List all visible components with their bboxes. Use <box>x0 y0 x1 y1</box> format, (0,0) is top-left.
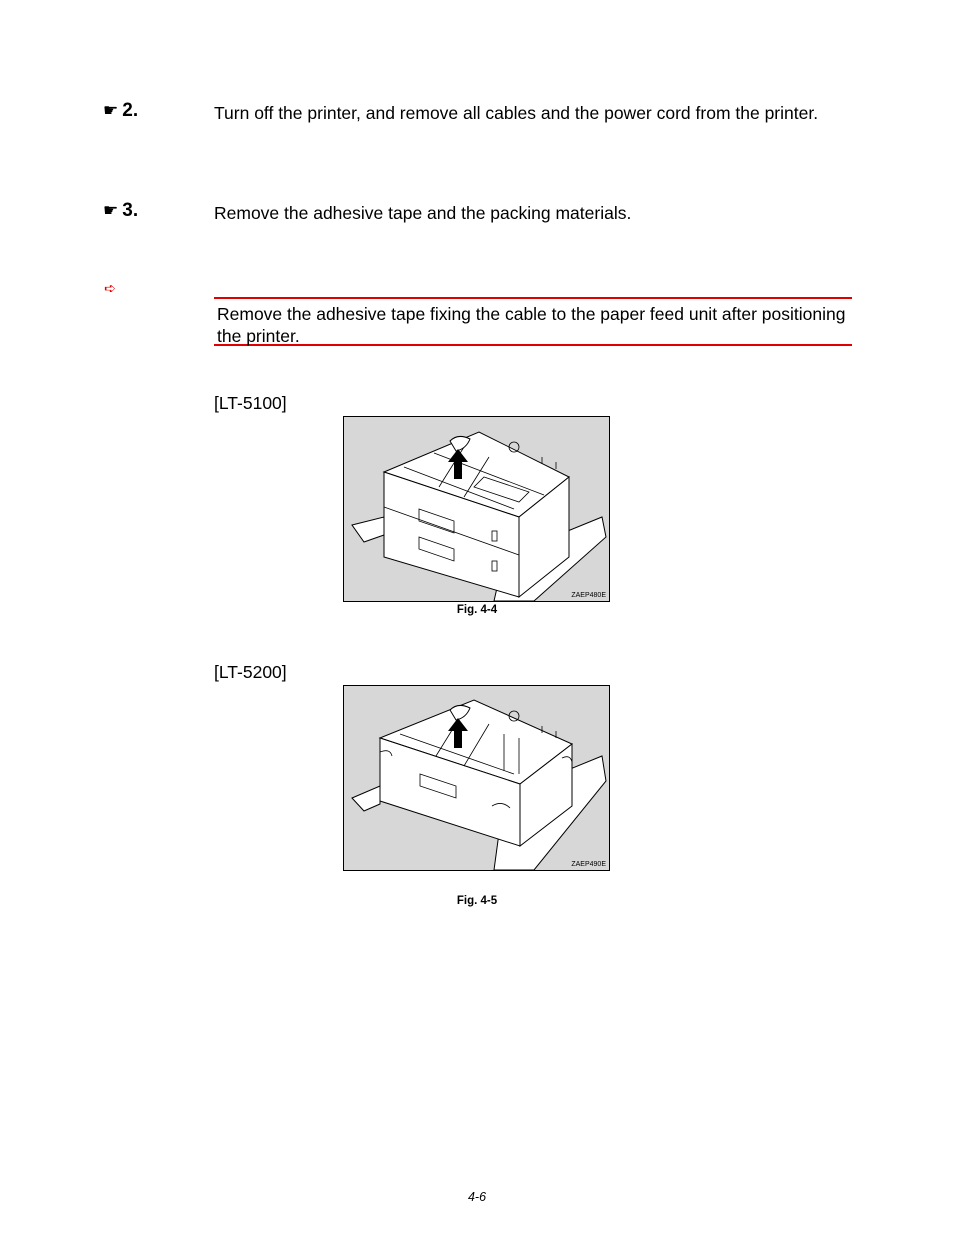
paper-feed-unit-two-tray-drawing <box>344 417 609 601</box>
figure-code: ZAEP480E <box>571 592 606 599</box>
page-number: 4-6 <box>467 1190 487 1204</box>
caution-text: Remove the adhesive tape fixing the cable to the paper feed unit after positioning the printer. <box>217 304 846 346</box>
step-2-text: Turn off the printer, and remove all cables and the power cord from the printer. <box>214 103 819 123</box>
pointing-hand-icon: ☛ <box>103 201 119 220</box>
figure-lt5100-illustration <box>343 416 610 602</box>
model-label-lt5200: [LT-5200] <box>214 662 287 682</box>
step-3-text: Remove the adhesive tape and the packing materials. <box>214 203 632 223</box>
paper-feed-unit-one-tray-drawing <box>344 686 609 870</box>
pointing-hand-icon: ☛ <box>103 101 119 120</box>
figure-caption: Fig. 4-4 <box>456 604 498 616</box>
figure-code: ZAEP490E <box>571 861 606 868</box>
caution-note <box>214 297 852 346</box>
step-3-number: ☛ 3. <box>103 200 139 221</box>
figure-lt5200-illustration <box>343 685 610 871</box>
caution-pointer-icon: ➪ <box>104 280 116 296</box>
model-label-lt5100: [LT-5100] <box>214 393 287 413</box>
figure-caption: Fig. 4-5 <box>456 895 498 907</box>
step-2-number: ☛ 2. <box>103 100 139 121</box>
